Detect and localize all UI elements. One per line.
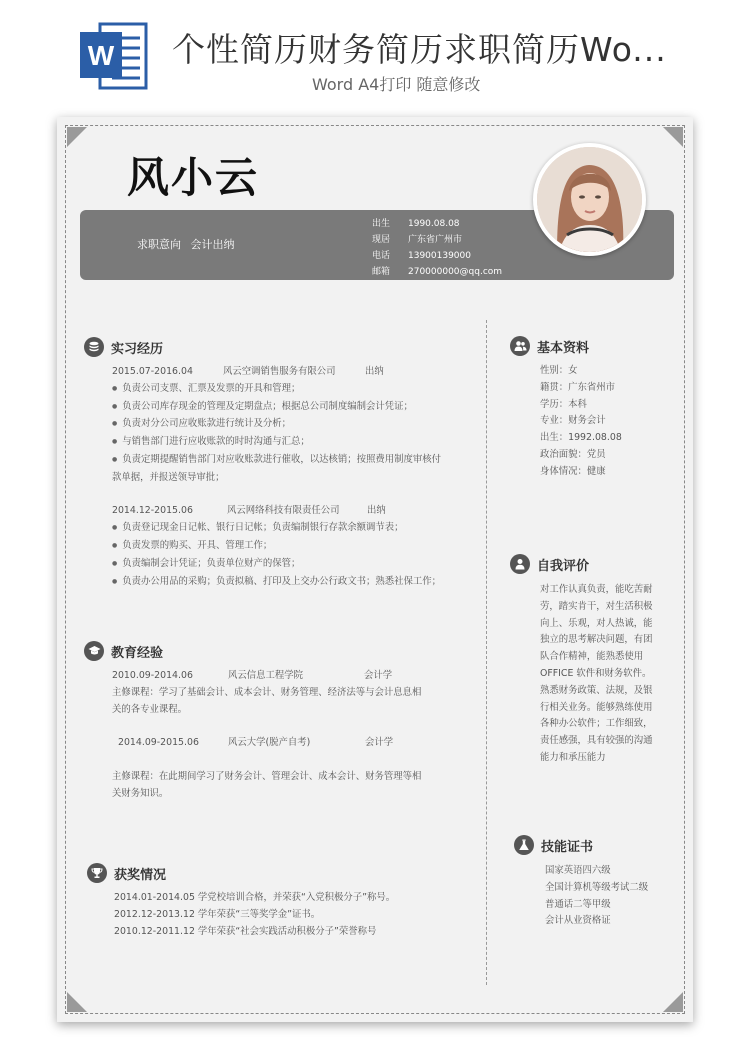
corner-decoration [663, 992, 683, 1012]
section-basic-header [510, 336, 589, 356]
basic-item: 籍贯：广东省州市 [540, 381, 616, 393]
database-icon [84, 337, 104, 357]
skill-item: 会计从业资格证 [545, 915, 611, 927]
section-title: 基本资料 [537, 340, 590, 356]
basic-item: 专业：财务会计 [540, 415, 606, 427]
list-item: ● 负责公司支票、汇票及发票的开具和管理； [112, 381, 472, 399]
graduation-cap-icon [84, 641, 104, 661]
info-phone: 电话 13900139000 [372, 251, 471, 261]
list-item: ● 负责定期提醒销售部门对应收账款进行催收，以达核销；按照费用制度审核付 [112, 452, 472, 470]
basic-item: 政治面貌：党员 [540, 448, 606, 460]
section-internship-header [84, 337, 163, 357]
info-birth: 出生 1990.08.08 [372, 219, 460, 229]
corner-decoration [67, 127, 87, 147]
education-desc: 主修课程：学习了基础会计、成本会计、财务管理、经济法等与会计息息相 [112, 686, 422, 698]
list-item: ● 负责发票的购买、开具、管理工作； [112, 538, 472, 556]
people-icon [510, 336, 530, 356]
basic-item: 学历：本科 [540, 398, 587, 410]
section-self-eval-header [510, 554, 589, 574]
award-item: 2012.12-2013.12 学年荣获“三等奖学金”证书。 [114, 908, 321, 920]
word-doc-icon [78, 20, 148, 92]
column-divider [486, 320, 487, 985]
list-item: ● 负责对分公司应收账款进行统计及分析； [112, 416, 472, 434]
skill-item: 国家英语四六级 [545, 865, 611, 876]
skill-item: 全国计算机等级考试二级 [545, 881, 649, 893]
award-item: 2014.01-2014.05 学党校培训合格，并荣获“入党积极分子”称号。 [114, 892, 396, 903]
trophy-icon [87, 863, 107, 883]
education-header: 2010.09-2014.06 风云信息工程学院 会计学 [112, 670, 393, 681]
corner-decoration [663, 127, 683, 147]
section-title: 教育经验 [111, 645, 164, 661]
section-title: 技能证书 [541, 839, 594, 855]
education-desc: 主修课程：在此期间学习了财务会计、管理会计、成本会计、财务管理等相 [112, 770, 422, 782]
list-item: ● 负责编制会计凭证；负责单位财产的保管； [112, 556, 472, 574]
education-list [112, 668, 442, 802]
basic-item: 性别：女 [540, 365, 578, 376]
internship-list [112, 364, 472, 591]
job-intent-value: 会计出纳 [190, 238, 235, 251]
education-header: 2014.09-2015.06 风云大学(脱产自考) 会计学 [118, 737, 394, 749]
job-intent [137, 236, 235, 252]
section-awards-header [87, 863, 166, 883]
job-intent-label: 求职意向 [137, 238, 181, 251]
avatar [533, 143, 646, 256]
job-header: 2015.07-2016.04 风云空调销售服务有限公司 出纳 [112, 366, 384, 377]
section-title: 实习经历 [111, 341, 164, 357]
flask-icon [514, 835, 534, 855]
skill-item: 普通话二等甲级 [545, 898, 611, 910]
basic-info-list [540, 363, 680, 481]
info-email: 邮箱 270000000@qq.com [372, 267, 503, 277]
self-eval-text: 对工作认真负责，能吃苦耐 劳，踏实肯干，对生活积极 向上、乐观，对人热诚，能 独立的思考解决问题，有团 队合作精神，能熟悉使用 OFFICE 软件和财务软件。 熟悉财务政策、法规，及银 行相关业务。能够熟练使用 各种办公软件；工作细致， 责任感强，具有较强的沟通 能力和承压能力 [540, 584, 653, 763]
document-header [0, 0, 750, 100]
list-item-continuation: 款单据，并报送领导审批； [112, 471, 225, 483]
list-item: ● 负责登记现金日记帐、银行日记帐；负责编制银行存款余额调节表； [112, 520, 472, 538]
basic-item: 身体情况：健康 [540, 465, 606, 477]
person-icon [510, 554, 530, 574]
job-header: 2014.12-2015.06 风云网络科技有限责任公司 出纳 [112, 505, 386, 517]
document-subtitle: Word A4打印 随意修改 [312, 75, 481, 94]
list-item: ● 与销售部门进行应收账款的时时沟通与汇总； [112, 434, 472, 452]
awards-list [114, 890, 454, 940]
basic-item: 出生：1992.08.08 [540, 432, 622, 444]
document-title: 个性简历财务简历求职简历Wo... [172, 30, 667, 69]
corner-decoration [67, 992, 87, 1012]
section-education-header [84, 641, 163, 661]
candidate-name: 风小云 [127, 153, 260, 202]
info-location: 现居 广东省广州市 [372, 235, 463, 245]
section-title: 获奖情况 [114, 867, 167, 883]
education-desc: 关财务知识。 [112, 787, 169, 799]
list-item: ● 负责公司库存现金的管理及定期盘点；根据总公司制度编制会计凭证； [112, 399, 472, 417]
award-item: 2010.12-2011.12 学年荣获“社会实践活动积极分子”荣誉称号 [114, 925, 377, 937]
education-desc: 关的各专业课程。 [112, 703, 188, 715]
list-item: ● 负责办公用品的采购；负责拟稿、打印及上交办公行政文书；熟悉社保工作； [112, 574, 472, 592]
skills-list [545, 863, 685, 930]
section-title: 自我评价 [537, 558, 590, 574]
resume-page [57, 117, 693, 1022]
svg-text:W: W [87, 40, 115, 71]
section-skills-header [514, 835, 593, 855]
